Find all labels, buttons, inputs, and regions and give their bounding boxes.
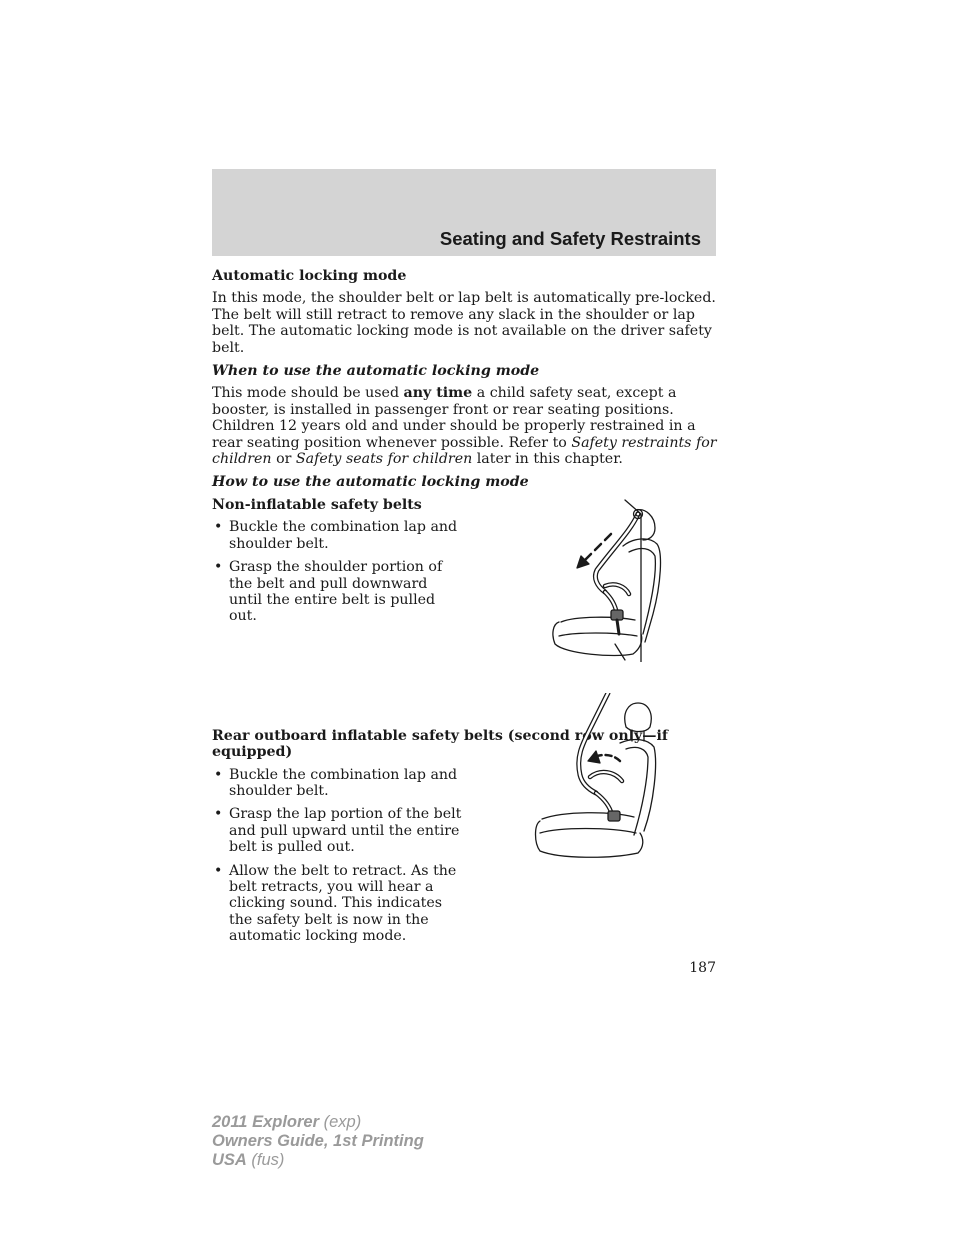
footer-region: USA — [212, 1151, 247, 1169]
when-text-part: a child safety seat, except a booster, is installed in passenger front or rear seating positions. Children 12 years old and under should be properly restrained in a rear seating position whenever possible. Refer to — [212, 385, 696, 451]
document-footer — [212, 1113, 424, 1170]
footer-model: 2011 Explorer — [212, 1113, 320, 1131]
footer-model-code: (exp) — [319, 1113, 362, 1131]
when-text-emphasis: any time — [403, 385, 473, 402]
list-item: • Grasp the lap portion of the belt and pull upward until the entire belt is pulled out. — [212, 806, 462, 855]
section-header-band — [212, 169, 716, 256]
footer-region-code: (fus) — [246, 1151, 285, 1169]
noninflatable-heading: Non-inflatable safety belts — [212, 496, 422, 513]
when-text-part: This mode should be used — [212, 385, 404, 402]
footer-line-printing: Owners Guide, 1st Printing — [212, 1132, 424, 1150]
when-heading: When to use the automatic locking mode — [212, 363, 540, 380]
when-text-part: later in this chapter. — [472, 451, 623, 468]
list-item: • Allow the belt to retract. As the belt retracts, you will hear a clicking sound. This indicates the safety belt is now in the automatic locking mode. — [212, 863, 462, 945]
page-content — [212, 268, 718, 952]
page-number: 187 — [689, 960, 716, 976]
noninflatable-steps — [212, 519, 462, 624]
rear-heading: Rear outboard inflatable safety belts (second row only—if equipped) — [212, 727, 668, 761]
section-title: Seating and Safety Restraints — [439, 228, 701, 249]
list-item: • Buckle the combination lap and shoulder belt. — [212, 767, 462, 800]
when-text-part: or — [271, 451, 296, 468]
list-item: • Buckle the combination lap and shoulder belt. — [212, 519, 462, 552]
auto-lock-heading: Automatic locking mode — [212, 268, 407, 284]
when-paragraph — [212, 385, 718, 467]
seat-belt-pull-down-illustration — [545, 494, 675, 662]
how-heading: How to use the automatic locking mode — [212, 474, 529, 491]
auto-lock-paragraph: In this mode, the shoulder belt or lap belt is automatically pre-locked. The belt will still retract to remove any slack in the shoulder or lap belt. The automatic locking mode is not available on the driver safety belt. — [212, 290, 716, 356]
cross-reference: Safety restraints for children — [212, 434, 717, 468]
rear-steps — [212, 767, 462, 945]
cross-reference: Safety seats for children — [295, 451, 473, 468]
list-item: • Grasp the shoulder portion of the belt and pull downward until the entire belt is pulled out. — [212, 559, 462, 625]
seat-belt-pull-up-illustration — [530, 693, 666, 863]
footer-line-model — [212, 1113, 424, 1132]
footer-line-region — [212, 1151, 424, 1170]
